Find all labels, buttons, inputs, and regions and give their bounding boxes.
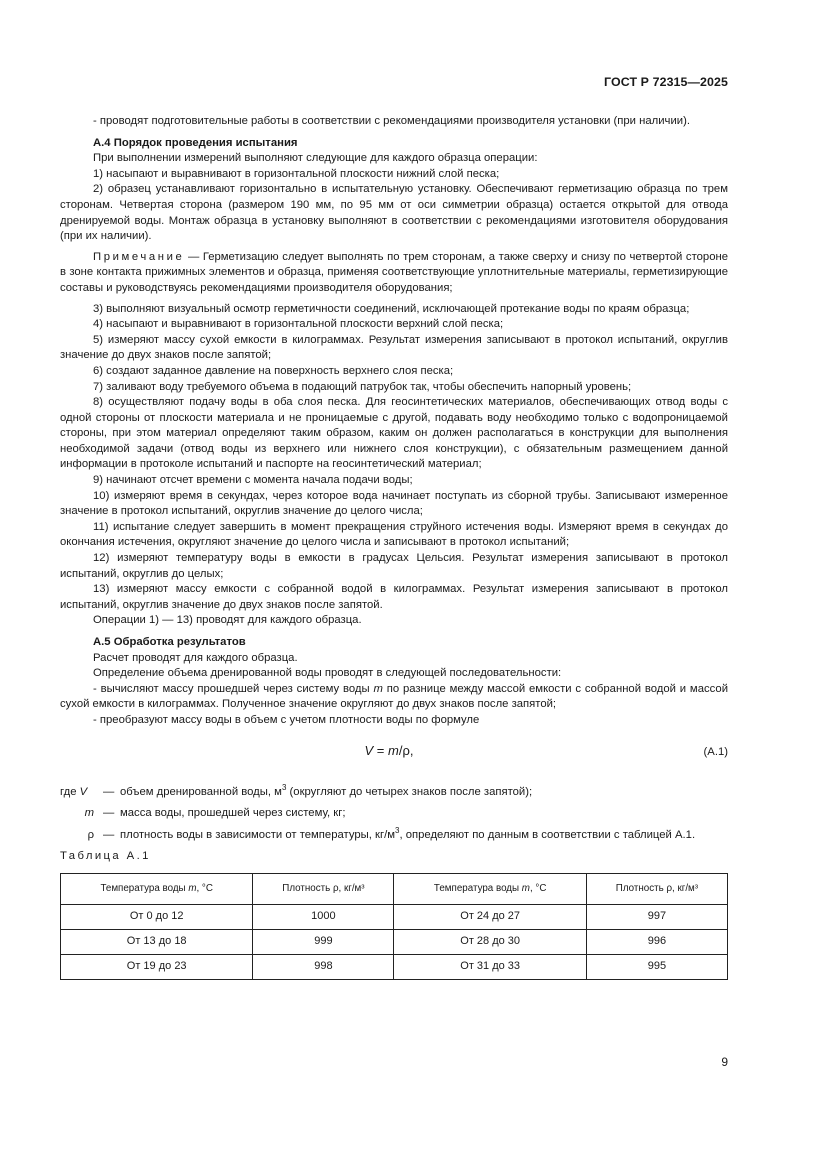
table-row — [61, 904, 728, 929]
definition-text: масса воды, прошедшей через систему, кг; — [120, 807, 346, 820]
list-item: 4) насыпают и выравнивают в горизонтальной плоскости верхний слой песка; — [93, 318, 504, 331]
paragraph: - вычисляют массу прошедшей через систему воды m по разнице между массой емкости с собранной водой и массой сухой емкости в килограммах. Полученное значение округляют до двух знаков после запятой; — [60, 682, 728, 711]
definitions-list — [60, 782, 728, 844]
table-cell: От 13 до 18 — [61, 929, 253, 954]
paragraph: Определение объема дренированной воды проводят в следующей последовательности: — [93, 667, 562, 680]
list-item: 3) выполняют визуальный осмотр герметичности соединений, исключающей протекание воды по краям образца; — [93, 302, 690, 315]
table-cell: От 28 до 30 — [394, 929, 586, 954]
definition-symbol: где V — [60, 785, 88, 798]
list-item: 13) измеряют массу емкости с собранной водой в килограммах. Результат измерения записывают в протокол испытаний, округлив значение до двух знаков после запятой. — [60, 583, 728, 611]
list-item: 10) измеряют время в секундах, через которое вода начинает поступать из сборной трубы. Записывают измеренное значение в протокол испытаний, округлив значение до целого числа; — [60, 489, 728, 518]
table-cell: 998 — [253, 954, 394, 979]
table-cell: 999 — [253, 929, 394, 954]
definition-item: m — масса воды, прошедшей через систему, кг; — [60, 806, 728, 822]
intro-paragraph: - проводят подготовительные работы в соответствии с рекомендациями производителя установки (при наличии). — [93, 115, 690, 127]
formula-a1 — [60, 733, 728, 767]
note-paragraph — [60, 250, 728, 297]
table-cell: От 0 до 12 — [61, 904, 253, 929]
list-item: 8) осуществляют подачу воды в оба слоя песка. Для геосинтетических материалов, обеспечивающих отвод воды с одной стороны от плоскости материала и не проницаемые с другой, подавать воду необходимо только с водопроницаемой стороны, при этом материал определяют таким образом, каким он должен располагаться в конструкции для выполнения необходимой задачи (отвод воды из верхнего или нижнего слоя конструкции), с обязательным размещением данной информации в протоколе испытаний и паспорте на геосинтетический материал; — [60, 396, 728, 471]
definition-item: ρ — плотность воды в зависимости от температуры, $кг/м^3$, определяют по данным в соответствии с таблицей А.1. — [60, 828, 728, 844]
paragraph: Операции 1) — 13) проводят для каждого образца. — [93, 614, 362, 627]
table-header-row — [61, 873, 728, 904]
list-item: 1) насыпают и выравнивают в горизонтальной плоскости нижний слой песка; — [93, 167, 500, 180]
table-cell: 996 — [586, 929, 727, 954]
document-id: ГОСТ Р 72315—2025 — [604, 75, 728, 89]
definition-symbol: m — [84, 807, 94, 820]
document-body — [60, 114, 728, 980]
note-label: Примечание — [93, 250, 185, 263]
table-cell: 1000 — [253, 904, 394, 929]
section-heading-a4: А.4 Порядок проведения испытания — [93, 136, 298, 149]
table-cell: От 19 до 23 — [61, 954, 253, 979]
list-item: 7) заливают воду требуемого объема в подающий патрубок так, чтобы обеспечить напорный уровень; — [93, 380, 632, 393]
paragraph: При выполнении измерений выполняют следующие для каждого образца операции: — [93, 152, 538, 165]
formula-number: (А.1) — [703, 745, 728, 758]
table-caption: Таблица А.1 — [60, 850, 151, 863]
note-text: — Герметизацию следует выполнять по трем сторонам, а также сверху и снизу по четвертой стороне в зоне контакта прижимных элементов и образца, применяя соответствующие уплотнительные материалы, герметизирующие составы и руководствуясь рекомендациями производителя оборудования; — [60, 250, 728, 294]
column-header: Температура воды m, °C — [394, 873, 586, 904]
paragraph: - преобразуют массу воды в объем с учетом плотности воды по формуле — [93, 713, 480, 726]
table-row — [61, 929, 728, 954]
definition-text: объем дренированной воды, $м^3$ (округляют до четырех знаков после запятой); — [120, 782, 533, 798]
page-number: 9 — [721, 1055, 728, 1069]
density-table — [60, 873, 728, 980]
column-header: Плотность ρ, кг/м³ — [586, 873, 727, 904]
table-cell: От 31 до 33 — [394, 954, 586, 979]
section-heading-a5: А.5 Обработка результатов — [93, 636, 246, 648]
table-cell: 995 — [586, 954, 727, 979]
definition-symbol: ρ — [87, 828, 94, 841]
list-item: 5) измеряют массу сухой емкости в килограммах. Результат измерения записывают в протокол испытаний, округлив значение до двух знаков после запятой; — [60, 333, 728, 362]
formula-expression: V = m/ρ, — [364, 742, 414, 758]
column-header: Температура воды m, °C — [61, 873, 253, 904]
list-item: 2) образец устанавливают горизонтально в испытательную установку. Обеспечивают герметизацию образца по трем сторонам. Четвертая сторона (размером 190 мм, по 95 мм от оси симметрии образца) остается открытой для отвода дренируемой воды. Монтаж образца в установку выполняют в соответствии с рекомендациями изготовителя оборудования (при их наличии). — [60, 183, 728, 243]
list-item: 6) создают заданное давление на поверхность верхнего слоя песка; — [93, 364, 454, 377]
table-cell: От 24 до 27 — [394, 904, 586, 929]
list-item: 11) испытание следует завершить в момент прекращения струйного истечения воды. Измеряют время в секундах до окончания истечения, округляют значение до целого числа и записывают в протокол испытаний; — [60, 520, 728, 549]
table-row — [61, 954, 728, 979]
column-header: Плотность ρ, кг/м³ — [253, 873, 394, 904]
list-item: 12) измеряют температуру воды в емкости в градусах Цельсия. Результат измерения записывают в протокол испытаний, округлив до целых; — [60, 552, 728, 580]
definition-item: где V — объем дренированной воды, $м^3$ (округляют до четырех знаков после запятой); — [60, 785, 728, 801]
definition-text: плотность воды в зависимости от температуры, $кг/м^3$, определяют по данным в соответствии с таблицей А.1. — [120, 825, 696, 841]
list-item: 9) начинают отсчет времени с момента начала подачи воды; — [93, 474, 413, 487]
paragraph: Расчет проводят для каждого образца. — [93, 651, 298, 664]
table-cell: 997 — [586, 904, 727, 929]
